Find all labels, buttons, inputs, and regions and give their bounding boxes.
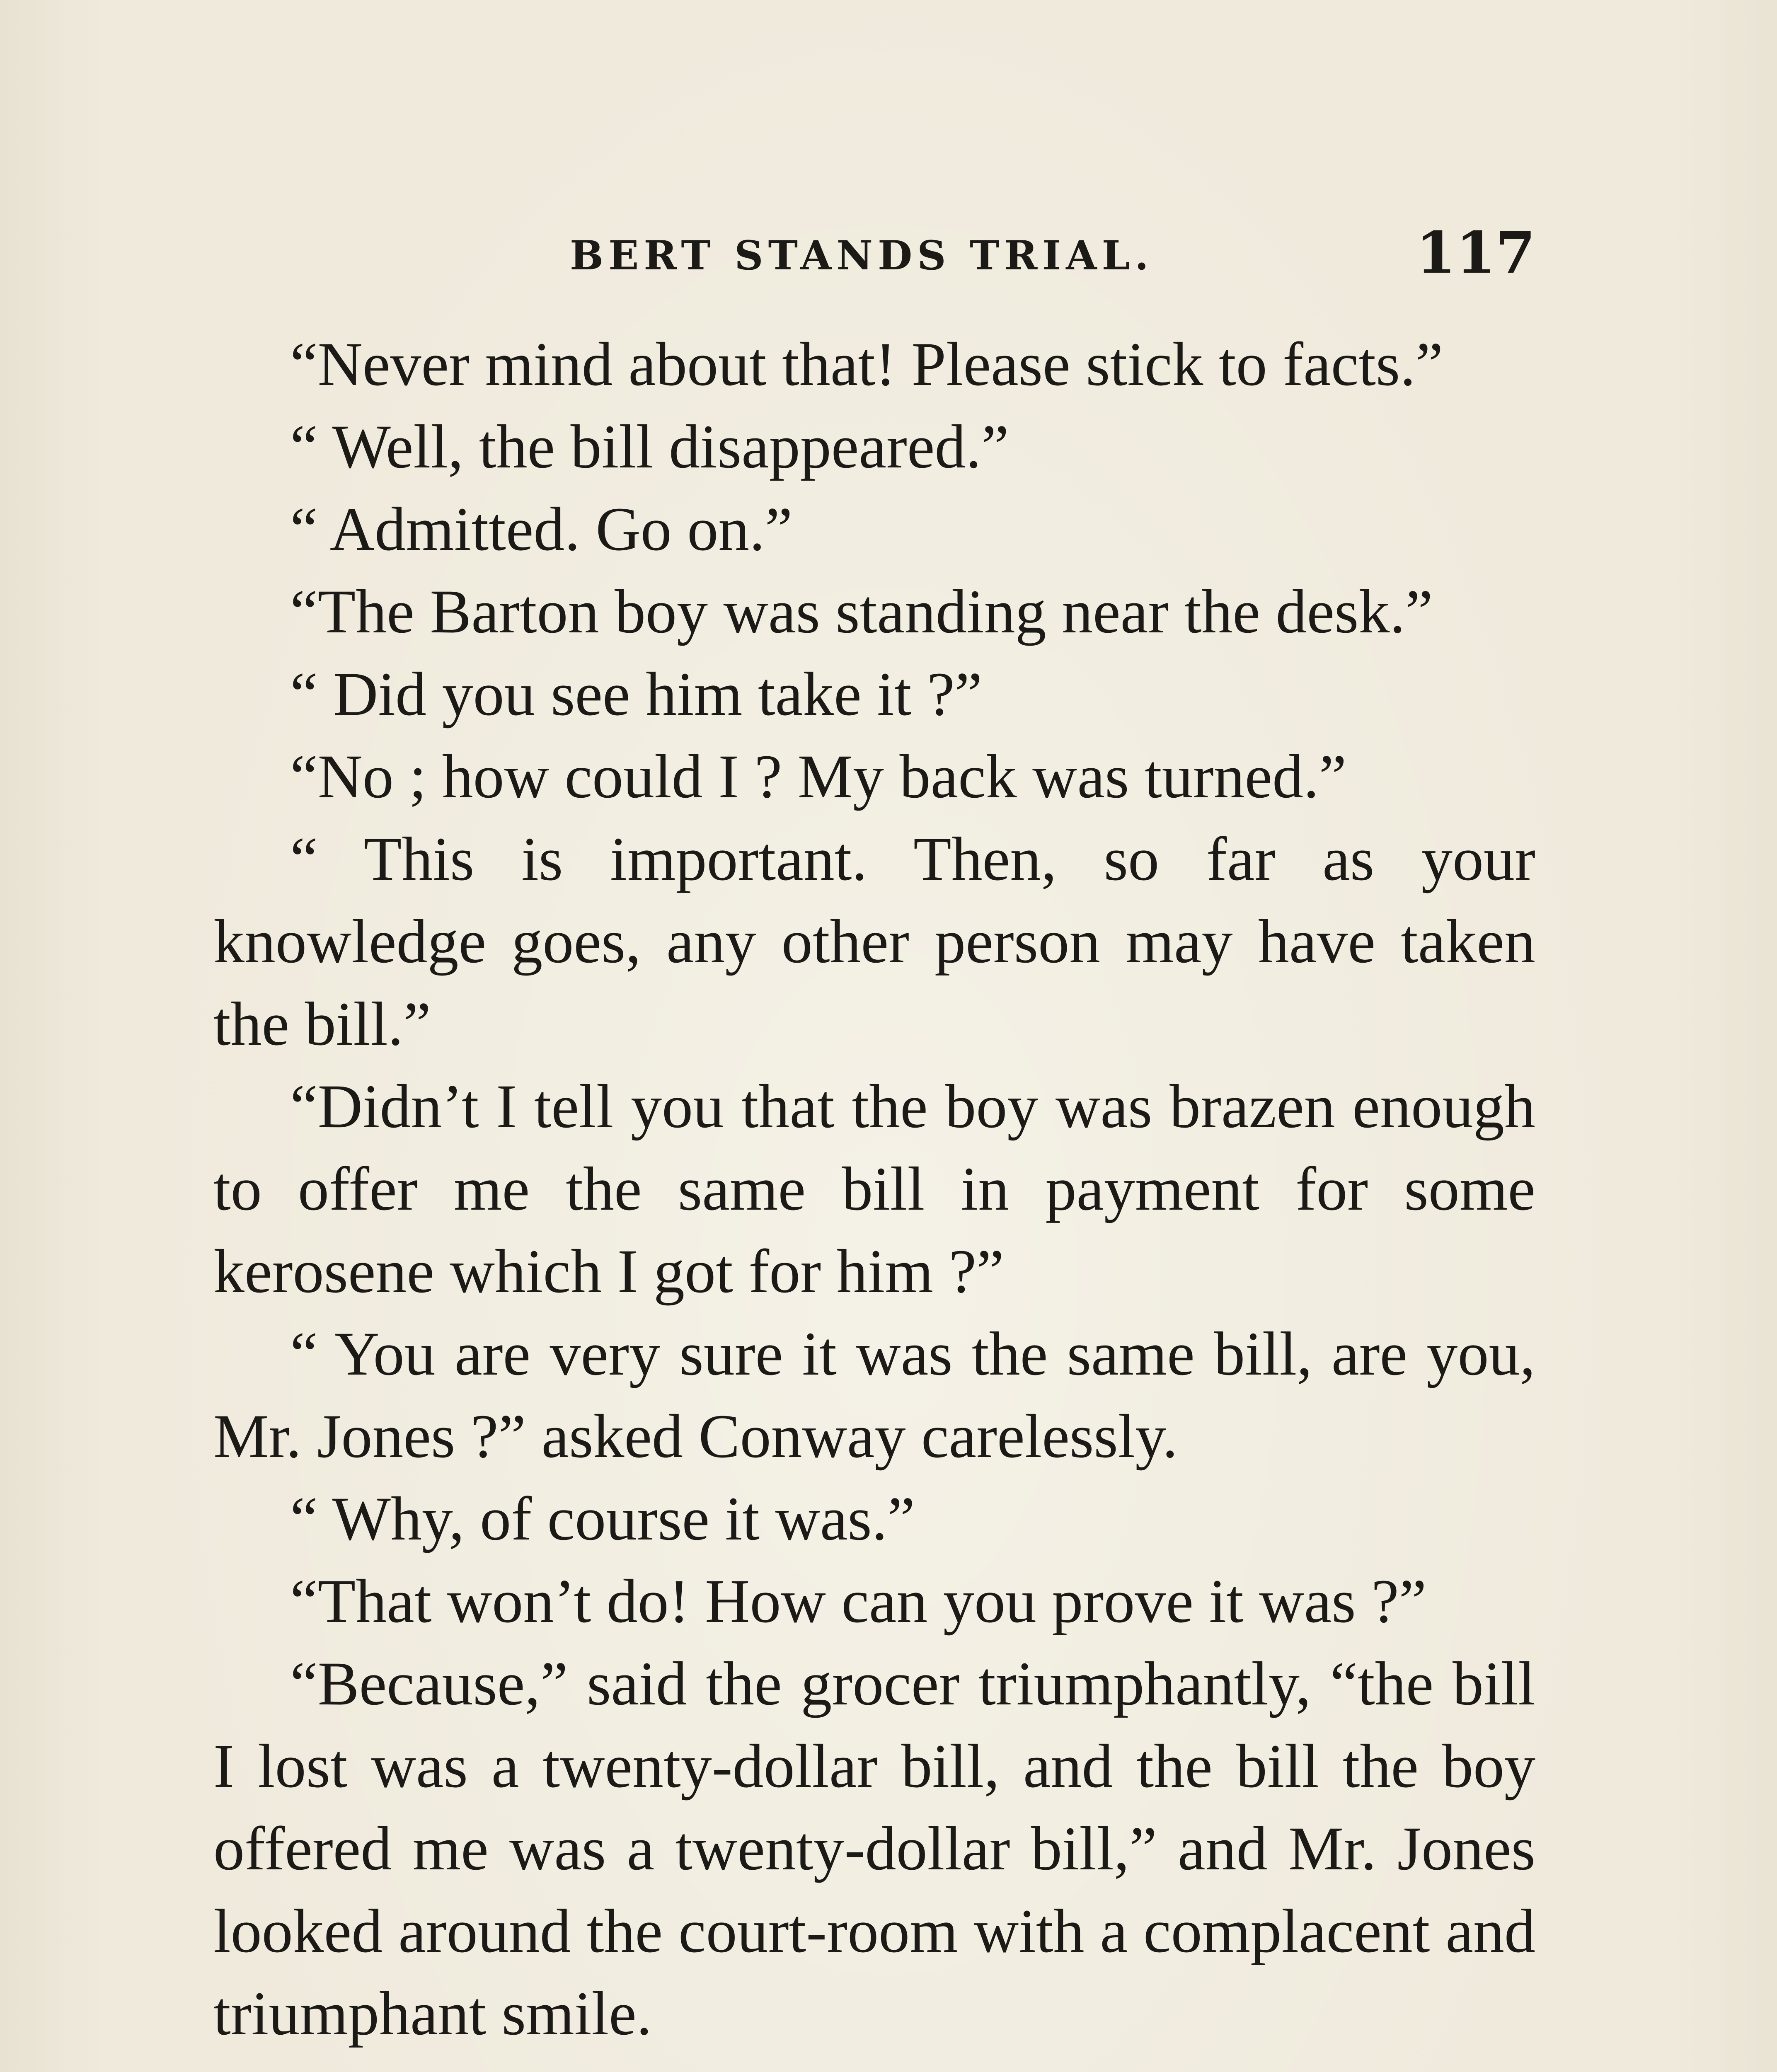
paragraph: “No ; how could I ? My back was turned.” bbox=[290, 742, 1347, 811]
paragraph: “ Well, the bill disappeared.” bbox=[290, 412, 1009, 481]
paragraph: “That won’t do! How can you prove it was ?” bbox=[290, 1567, 1427, 1636]
body-text bbox=[213, 323, 1535, 2055]
paragraph: “ Why, of course it was.” bbox=[290, 1484, 915, 1553]
paragraph: “Never mind about that! Please stick to facts.” bbox=[290, 330, 1443, 399]
paragraph: “ Admitted. Go on.” bbox=[290, 495, 793, 564]
paragraph: “ You are very sure it was the same bill, are you, Mr. Jones ?” asked Conway carelessly. bbox=[213, 1319, 1535, 1471]
paragraph: “The Barton boy was standing near the desk.” bbox=[290, 577, 1433, 646]
running-title: BERT STANDS TRIAL. bbox=[570, 232, 1154, 279]
paragraph: “ This is important. Then, so far as your knowledge goes, any other person may have taken the bill.” bbox=[213, 825, 1535, 1058]
paragraph: “Because,” said the grocer triumphantly, “the bill I lost was a twenty-dollar bill, and the bill the boy offered me was a twenty-dollar bill,” and Mr. Jones looked around the court-room with a complacent and triumphant smile. bbox=[213, 1649, 1535, 2048]
page-number: 117 bbox=[1416, 219, 1535, 286]
paragraph: “Didn’t I tell you that the boy was brazen enough to offer me the same bill in payment for some kerosene which I got for him ?” bbox=[213, 1072, 1535, 1306]
running-head bbox=[213, 215, 1535, 290]
paragraph: “ Did you see him take it ?” bbox=[290, 660, 983, 729]
